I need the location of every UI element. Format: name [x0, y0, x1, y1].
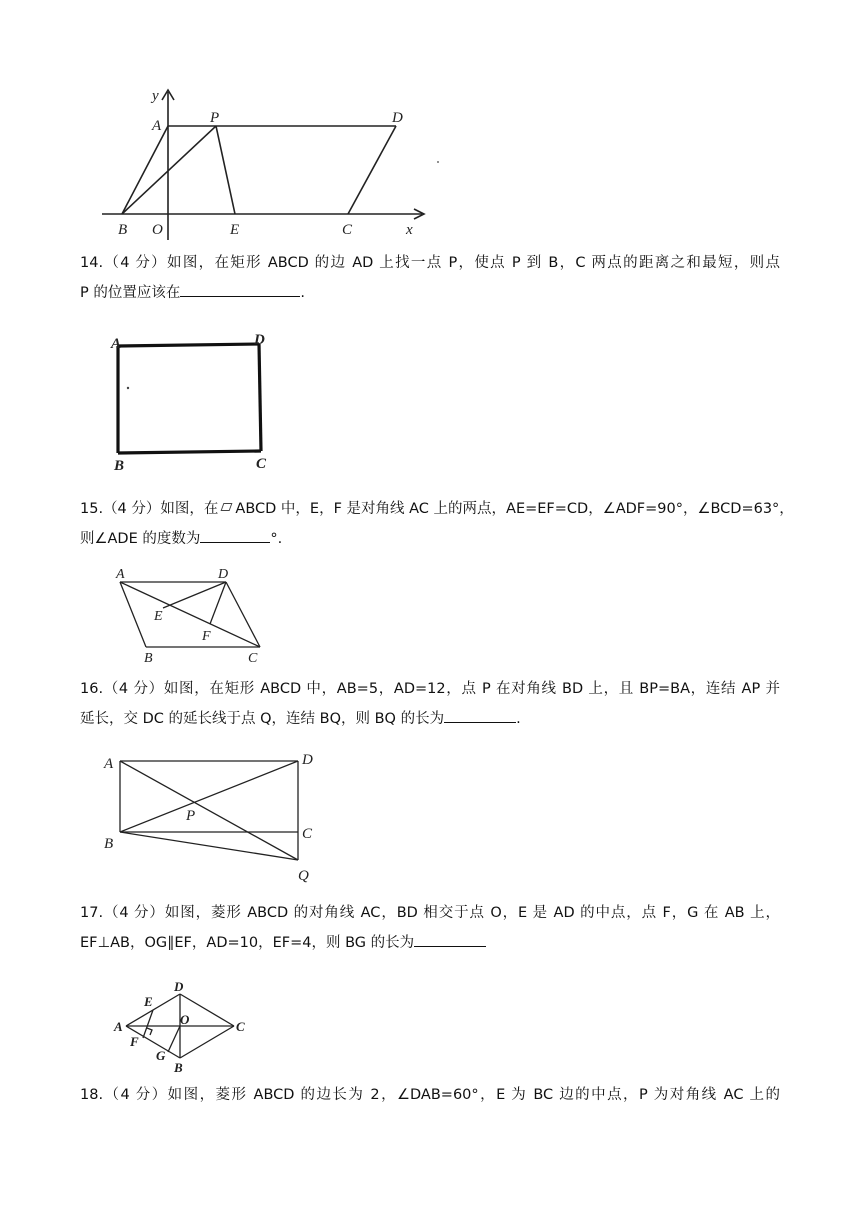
label-C: C: [248, 651, 258, 666]
label-D: D: [392, 110, 403, 126]
answer-blank-14[interactable]: [180, 282, 300, 297]
question-14: [80, 248, 780, 308]
label-O: O: [152, 222, 163, 238]
label-x: x: [406, 222, 413, 238]
figure-q13-parallelogram: [100, 84, 440, 244]
q17-line1: 17.（4 分）如图，菱形 ABCD 的对角线 AC，BD 相交于点 O，E 是 AD 的中点，点 F，G 在 AB 上，: [80, 905, 780, 921]
label-D: D: [174, 979, 184, 994]
parallelogram-symbol: [221, 503, 233, 511]
q17-line2: EF⊥AB，OG∥EF，AD=10，EF=4，则 BG 的长为: [80, 928, 780, 958]
answer-blank-17[interactable]: [414, 932, 486, 947]
label-A: A: [152, 118, 162, 134]
label-F: F: [130, 1034, 139, 1049]
question-17: [80, 898, 780, 958]
label-D: D: [302, 752, 313, 768]
answer-blank-16[interactable]: [444, 708, 516, 723]
answer-blank-15[interactable]: [200, 528, 270, 543]
label-D: D: [218, 567, 229, 582]
label-B: B: [144, 651, 153, 666]
question-16: [80, 674, 780, 734]
figure-q15-parallelogram: [110, 562, 280, 666]
label-F: F: [202, 629, 211, 644]
label-C: C: [236, 1019, 245, 1034]
label-B: B: [114, 458, 125, 474]
label-B: B: [104, 836, 114, 852]
label-D: D: [254, 332, 265, 348]
label-G: G: [156, 1048, 166, 1063]
label-C: C: [256, 456, 267, 472]
q18-line1: 18.（4 分）如图，菱形 ABCD 的边长为 2，∠DAB=60°，E 为 BC 边的中点，P 为对角线 AC 上的: [80, 1087, 780, 1103]
question-18: [80, 1080, 780, 1110]
label-E: E: [154, 609, 163, 624]
label-A: A: [111, 336, 122, 352]
label-B: B: [174, 1060, 183, 1075]
q14-line1: 14.（4 分）如图，在矩形 ABCD 的边 AD 上找一点 P，使点 P 到 B，C 两点的距离之和最短，则点: [80, 255, 780, 271]
label-B: B: [118, 222, 128, 238]
question-15: [80, 494, 794, 554]
label-E: E: [230, 222, 240, 238]
q16-line2: 延长，交 DC 的延长线于点 Q，连结 BQ，则 BQ 的长为 .: [80, 704, 780, 734]
q15-line1: 15.（4 分）如图，在 ABCD 中，E，F 是对角线 AC 上的两点，AE=EF=CD，∠ADF=90°，∠BCD=63°，: [80, 501, 794, 517]
figure-q16-rectangle: [100, 748, 330, 888]
label-C: C: [342, 222, 353, 238]
label-P: P: [186, 808, 196, 824]
label-O: O: [180, 1012, 190, 1027]
label-A: A: [104, 756, 114, 772]
q16-line1: 16.（4 分）如图，在矩形 ABCD 中，AB=5，AD=12，点 P 在对角线 BD 上，且 BP=BA，连结 AP 并: [80, 681, 780, 697]
label-E: E: [144, 994, 153, 1009]
label-P: P: [210, 110, 220, 126]
label-y: y: [152, 88, 159, 104]
figure-q14-rectangle: [106, 324, 286, 474]
q15-line2: 则∠ADE 的度数为 °.: [80, 524, 780, 554]
label-A: A: [114, 1019, 123, 1034]
label-A: A: [116, 567, 125, 582]
label-Q: Q: [298, 868, 309, 884]
label-C: C: [302, 826, 313, 842]
q14-line2: P 的位置应该在 .: [80, 278, 780, 308]
figure-q17-rhombus: [110, 976, 260, 1076]
